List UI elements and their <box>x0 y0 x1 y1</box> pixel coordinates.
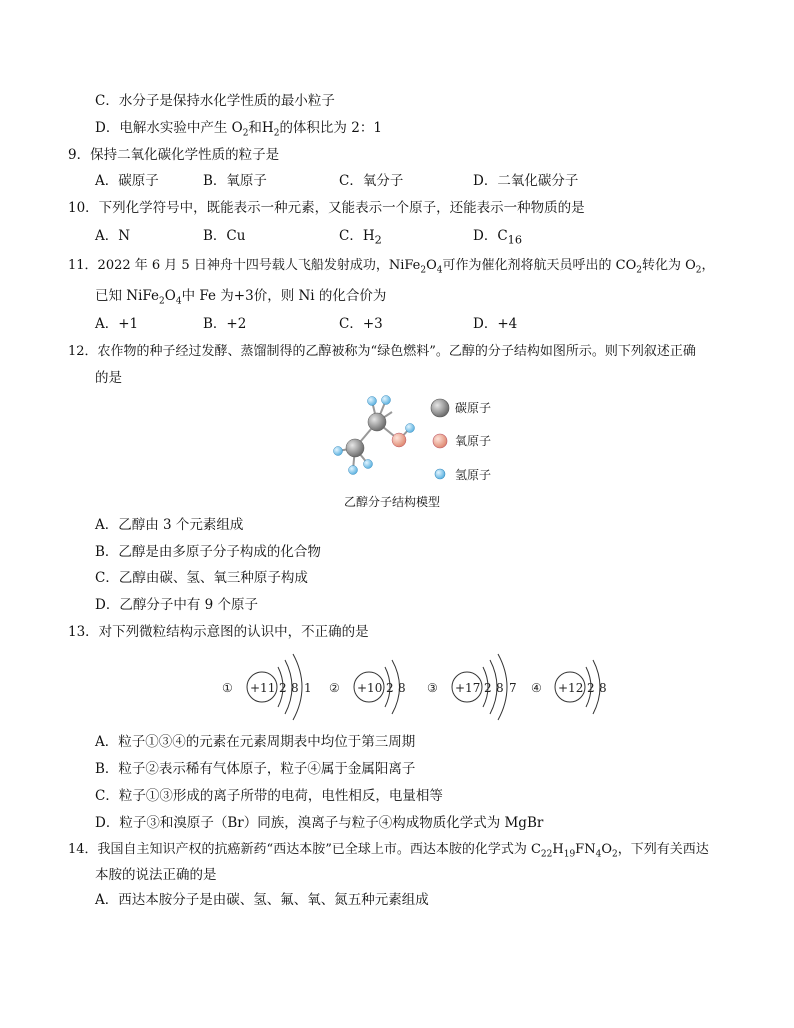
q13-option-a: A．粒子①③④的元素在元素周期表中均位于第三周期 <box>95 734 416 750</box>
hydrogen-atom <box>406 424 415 433</box>
q10-option-c: C．$H_2$ <box>339 228 382 247</box>
diagram-3-shell-3: 7 <box>509 681 517 695</box>
carbon-atom <box>368 413 386 431</box>
q10-option-a: A．N <box>95 228 131 244</box>
diagram-1-shell-1: 2 <box>279 681 287 695</box>
hydrogen-atom <box>382 396 391 405</box>
diagram-1-nucleus-charge: +11 <box>250 681 276 695</box>
q11-option-d: D．+4 <box>473 316 518 332</box>
q14-stem-line1: 14．我国自主知识产权的抗癌新药“西达本胺”已全球上市。西达本胺的化学式为 $C_{22}H_{19}FN_4O_2$，下列有关西达 <box>68 842 709 860</box>
figure-caption: 乙醇分子结构模型 <box>344 495 441 509</box>
hydrogen-atom <box>349 466 358 475</box>
diagram-3-shell-2: 8 <box>496 681 504 695</box>
q12-option-d: D．乙醇分子中有 9 个原子 <box>95 597 258 613</box>
diagram-4-nucleus-charge: +12 <box>558 681 584 695</box>
q11-stem-line1: 11．2022 年 6 月 5 日神舟十四号载人飞船发射成功，$NiFe_2O_4$可作为催化剂将航天员呼出的 $CO_2$转化为 $O_2$， <box>68 258 715 276</box>
hydrogen-atom <box>368 397 377 406</box>
q12-stem-line1: 12．农作物的种子经过发酵、蒸馏制得的乙醇被称为“绿色燃料”。乙醇的分子结构如图所示。则下列叙述正确 <box>68 344 696 359</box>
q8-option-d: D．电解水实验中产生 $O_2$和$H_2$的体积比为 2：1 <box>95 120 382 139</box>
legend-oxygen-label: 氧原子 <box>455 434 492 448</box>
particle-structure-diagrams <box>215 650 615 724</box>
legend-hydrogen-label: 氢原子 <box>455 468 492 482</box>
legend-carbon-label: 碳原子 <box>455 401 492 415</box>
q11-stem-line2: 已知 $NiFe_2O_4$中 Fe 为+3价，则 Ni 的化合价为 <box>95 288 387 307</box>
q12-stem-line2: 的是 <box>95 370 122 386</box>
q11-option-c: C．+3 <box>339 316 383 332</box>
q11-option-a: A．+1 <box>95 316 139 332</box>
diagram-2-shell-1: 2 <box>386 681 394 695</box>
q9-option-b: B．氧原子 <box>203 173 267 189</box>
q9-option-d: D．二氧化碳分子 <box>473 173 579 189</box>
hydrogen-atom <box>364 460 373 469</box>
diagram-4-number: ④ <box>531 681 542 695</box>
diagram-1-shell-3: 1 <box>304 681 312 695</box>
carbon-atom <box>346 439 364 457</box>
q13-option-b: B．粒子②表示稀有气体原子，粒子④属于金属阳离子 <box>95 761 416 777</box>
q12-option-a: A．乙醇由 3 个元素组成 <box>95 517 244 533</box>
q10-stem: 10．下列化学符号中，既能表示一种元素，又能表示一个原子，还能表示一种物质的是 <box>68 200 585 216</box>
diagram-4-shell-1: 2 <box>587 681 595 695</box>
q12-option-c: C．乙醇由碳、氢、氧三种原子构成 <box>95 570 308 586</box>
q13-option-d: D．粒子③和溴原子（Br）同族，溴离子与粒子④构成物质化学式为 MgBr <box>95 815 544 831</box>
diagram-2-nucleus-charge: +10 <box>357 681 383 695</box>
q13-stem: 13．对下列微粒结构示意图的认识中，不正确的是 <box>68 624 369 640</box>
diagram-3-nucleus-charge: +17 <box>455 681 481 695</box>
q8-option-c: C．水分子是保持水化学性质的最小粒子 <box>95 93 335 109</box>
q13-option-c: C．粒子①③形成的离子所带的电荷，电性相反，电量相等 <box>95 788 443 804</box>
diagram-1-shell-2: 8 <box>291 681 299 695</box>
diagram-4-shell-2: 8 <box>599 681 607 695</box>
q10-option-b: B．Cu <box>203 228 246 244</box>
q9-stem: 9．保持二氧化碳化学性质的粒子是 <box>68 147 280 163</box>
legend-carbon-swatch <box>429 397 451 419</box>
diagram-2-number: ② <box>329 681 340 695</box>
q9-option-c: C．氧分子 <box>339 173 404 189</box>
q14-stem-line2: 本胺的说法正确的是 <box>95 867 217 883</box>
ethanol-molecule-model <box>326 390 426 490</box>
q10-option-d: D．$C_{16}$ <box>473 228 522 247</box>
hydrogen-atom <box>334 447 343 456</box>
diagram-3-number: ③ <box>427 681 438 695</box>
q14-option-a: A．西达本胺分子是由碳、氢、氟、氧、氮五种元素组成 <box>95 892 429 908</box>
diagram-2-shell-2: 8 <box>398 681 406 695</box>
legend-hydrogen-swatch <box>433 467 447 481</box>
diagram-3-shell-1: 2 <box>484 681 492 695</box>
q12-option-b: B．乙醇是由多原子分子构成的化合物 <box>95 544 321 560</box>
oxygen-atom <box>392 433 406 447</box>
legend-oxygen-swatch <box>431 432 449 450</box>
q11-option-b: B．+2 <box>203 316 247 332</box>
q9-option-a: A．碳原子 <box>95 173 159 189</box>
diagram-1-number: ① <box>222 681 233 695</box>
